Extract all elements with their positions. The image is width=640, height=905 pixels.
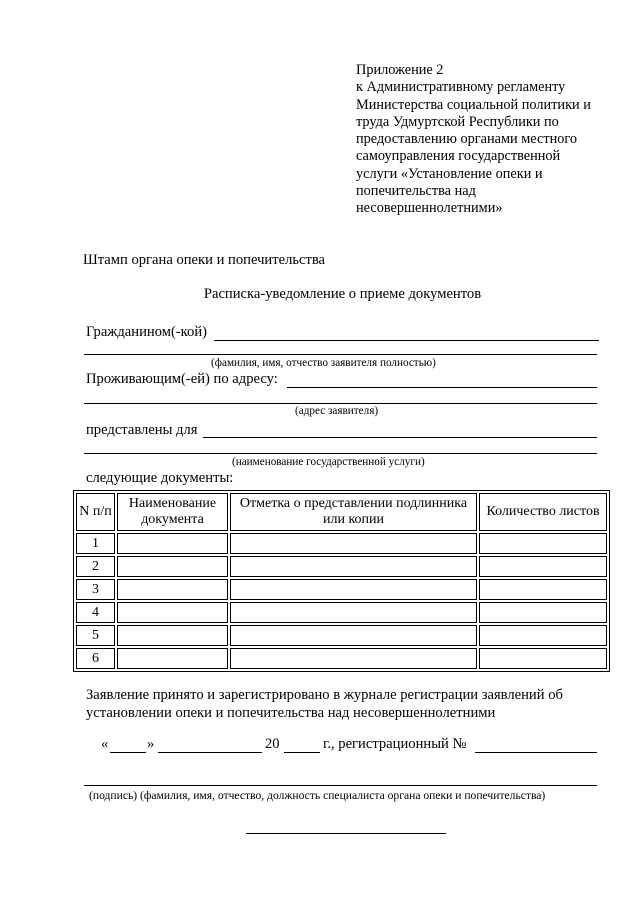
documents-label: следующие документы: (86, 470, 234, 486)
original-or-copy-cell[interactable] (230, 579, 477, 600)
service-label: представлены для (86, 422, 198, 438)
citizen-caption: (фамилия, имя, отчество заявителя полностью) (211, 357, 436, 369)
sheet-count-cell[interactable] (479, 602, 607, 623)
citizen-name-line[interactable] (214, 340, 599, 341)
header-document-name: Наименование документа (117, 493, 228, 531)
appendix-line: попечительства над (356, 183, 476, 200)
citizen-label: Гражданином(-кой) (86, 324, 207, 340)
sheet-count-cell[interactable] (479, 556, 607, 577)
registration-number-label: г., регистрационный № (323, 736, 467, 752)
appendix-line: к Административному регламенту (356, 79, 566, 96)
document-name-cell[interactable] (117, 579, 228, 600)
original-or-copy-cell[interactable] (230, 602, 477, 623)
appendix-line: труда Удмуртской Республики по (356, 113, 559, 130)
table-row (76, 533, 607, 554)
original-or-copy-cell[interactable] (230, 556, 477, 577)
quote-open: « (101, 736, 109, 752)
row-number: 4 (76, 602, 115, 623)
address-label: Проживающим(-ей) по адресу: (86, 371, 278, 387)
appendix-line: Приложение 2 (356, 62, 444, 78)
row-number: 3 (76, 579, 115, 600)
signature-caption: (подпись) (фамилия, имя, отчество, должность специалиста органа опеки и попечительства) (89, 789, 546, 802)
appendix-block (356, 62, 626, 218)
service-caption: (наименование государственной услуги) (232, 456, 425, 468)
sheet-count-cell[interactable] (479, 648, 607, 669)
year-field[interactable] (284, 752, 320, 753)
document-name-cell[interactable] (117, 625, 228, 646)
registration-number-field[interactable] (475, 752, 597, 753)
appendix-line: Министерства социальной политики и (356, 96, 591, 113)
header-original-or-copy: Отметка о представлении подлинника или копии (230, 493, 477, 531)
sheet-count-cell[interactable] (479, 625, 607, 646)
document-name-cell[interactable] (117, 533, 228, 554)
registration-text: Заявление принято и зарегистрировано в журнале регистрации заявлений об установлении опеки и попечительства над несовершеннолетними (86, 687, 563, 721)
appendix-line: услуги «Установление опеки и (356, 165, 543, 182)
header-sheet-count: Количество листов (479, 493, 607, 531)
table-header-row (76, 493, 607, 531)
address-line-2[interactable] (84, 403, 597, 404)
document-name-cell[interactable] (117, 602, 228, 623)
citizen-name-line-2[interactable] (84, 354, 597, 355)
signature-line[interactable] (84, 785, 597, 786)
day-field[interactable] (110, 752, 146, 753)
service-line-2[interactable] (84, 453, 597, 454)
stamp-label: Штамп органа опеки и попечительства (83, 252, 326, 268)
month-field[interactable] (158, 752, 262, 753)
table-row (76, 625, 607, 646)
quote-close: » (147, 736, 155, 752)
table-row (76, 648, 607, 669)
row-number: 1 (76, 533, 115, 554)
table-row (76, 556, 607, 577)
document-name-cell[interactable] (117, 556, 228, 577)
header-number: N п/п (76, 493, 115, 531)
original-or-copy-cell[interactable] (230, 533, 477, 554)
row-number: 2 (76, 556, 115, 577)
service-line[interactable] (203, 437, 597, 438)
bottom-signature-line[interactable] (246, 833, 446, 834)
original-or-copy-cell[interactable] (230, 648, 477, 669)
table-row (76, 602, 607, 623)
appendix-line: несовершеннолетними» (356, 200, 503, 217)
address-line[interactable] (287, 387, 597, 388)
document-title: Расписка-уведомление о приеме документов (203, 286, 482, 302)
sheet-count-cell[interactable] (479, 579, 607, 600)
document-name-cell[interactable] (117, 648, 228, 669)
address-caption: (адрес заявителя) (295, 405, 379, 417)
original-or-copy-cell[interactable] (230, 625, 477, 646)
appendix-line: предоставлению органами местного (356, 131, 578, 148)
table-row (76, 579, 607, 600)
documents-table (73, 490, 610, 672)
year-prefix: 20 (265, 736, 280, 752)
sheet-count-cell[interactable] (479, 533, 607, 554)
appendix-line: самоуправления государственной (356, 148, 561, 165)
row-number: 6 (76, 648, 115, 669)
row-number: 5 (76, 625, 115, 646)
